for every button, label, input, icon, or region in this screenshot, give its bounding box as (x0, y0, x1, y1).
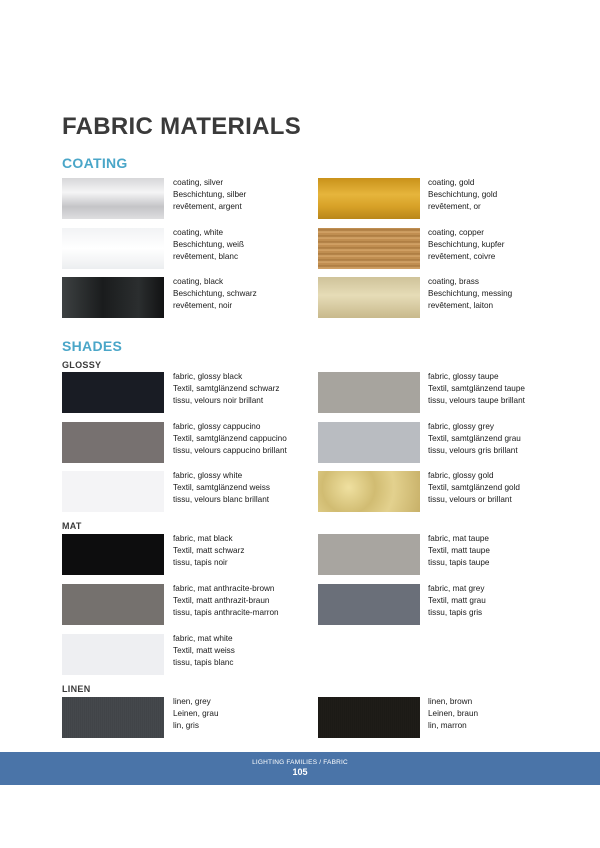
swatch-mat-taupe (318, 534, 420, 575)
label-line: fabric, mat white (173, 634, 233, 643)
swatch-coating-black (62, 277, 164, 318)
label-line: Textil, matt grau (428, 596, 486, 606)
label-line: Textil, matt weiss (173, 646, 235, 656)
subsection-glossy-heading: GLOSSY (62, 360, 102, 370)
label-line: lin, gris (173, 721, 199, 731)
label-line: fabric, glossy grey (428, 422, 494, 431)
label-line: fabric, mat taupe (428, 534, 489, 543)
swatch-glossy-grey (318, 422, 420, 463)
swatch-mat-black (62, 534, 164, 575)
label-line: Beschichtung, weiß (173, 240, 244, 250)
label-line: tissu, velours noir brillant (173, 396, 264, 406)
label-line: Textil, samtglänzend taupe (428, 384, 525, 394)
swatch-coating-white (62, 228, 164, 269)
label-line: Leinen, grau (173, 709, 219, 719)
label-line: revêtement, laiton (428, 301, 494, 311)
label-line: tissu, velours gris brillant (428, 446, 518, 456)
label-coating-brass (428, 276, 512, 313)
label-line: tissu, velours or brillant (428, 495, 512, 505)
label-line: Leinen, braun (428, 709, 479, 719)
label-line: Beschichtung, gold (428, 190, 498, 200)
label-line: fabric, mat black (173, 534, 233, 543)
label-coating-copper (428, 227, 504, 264)
label-line: tissu, tapis blanc (173, 658, 234, 668)
swatch-linen-brown (318, 697, 420, 738)
section-coating-heading: COATING (62, 155, 128, 171)
label-line: Textil, samtglänzend weiss (173, 483, 270, 493)
label-mat-white (173, 633, 235, 670)
label-line: revêtement, coivre (428, 252, 496, 262)
label-line: Textil, samtglänzend schwarz (173, 384, 280, 394)
label-line: Textil, matt schwarz (173, 546, 245, 556)
swatch-glossy-cappucino (62, 422, 164, 463)
swatch-mat-anthracite-brown (62, 584, 164, 625)
label-line: coating, black (173, 277, 224, 286)
label-line: Beschichtung, silber (173, 190, 247, 200)
label-line: fabric, glossy taupe (428, 372, 499, 381)
label-line: fabric, glossy gold (428, 471, 494, 480)
label-mat-grey (428, 583, 486, 620)
label-linen-grey (173, 696, 219, 733)
label-line: fabric, mat anthracite-brown (173, 584, 275, 593)
label-glossy-gold (428, 470, 520, 507)
label-linen-brown (428, 696, 478, 733)
subsection-mat-heading: MAT (62, 521, 82, 531)
label-line: fabric, glossy cappucino (173, 422, 261, 431)
label-line: linen, brown (428, 697, 473, 706)
swatch-mat-white (62, 634, 164, 675)
label-line: revêtement, blanc (173, 252, 239, 262)
label-line: coating, brass (428, 277, 479, 286)
label-line: tissu, tapis anthracite-marron (173, 608, 279, 618)
label-glossy-black (173, 371, 279, 408)
label-line: Textil, matt anthrazit-braun (173, 596, 270, 606)
page-footer (0, 752, 600, 785)
label-coating-silver (173, 177, 246, 214)
label-glossy-cappucino (173, 421, 287, 458)
label-mat-taupe (428, 533, 490, 570)
swatch-coating-silver (62, 178, 164, 219)
swatch-glossy-black (62, 372, 164, 413)
section-shades-heading: SHADES (62, 338, 123, 354)
swatch-coating-brass (318, 277, 420, 318)
label-line: tissu, tapis gris (428, 608, 483, 618)
swatch-linen-grey (62, 697, 164, 738)
subsection-linen-heading: LINEN (62, 684, 91, 694)
label-coating-black (173, 276, 257, 313)
swatch-glossy-gold (318, 471, 420, 512)
swatch-glossy-white (62, 471, 164, 512)
label-coating-gold (428, 177, 497, 214)
swatch-coating-copper (318, 228, 420, 269)
label-line: tissu, velours taupe brillant (428, 396, 525, 406)
label-line: Textil, samtglänzend grau (428, 434, 521, 444)
label-line: coating, white (173, 228, 224, 237)
label-line: revêtement, noir (173, 301, 233, 311)
label-line: tissu, tapis taupe (428, 558, 490, 568)
label-glossy-white (173, 470, 270, 507)
label-line: tissu, velours cappucino brillant (173, 446, 287, 456)
label-line: fabric, mat grey (428, 584, 485, 593)
label-line: linen, grey (173, 697, 211, 706)
label-line: coating, copper (428, 228, 484, 237)
label-glossy-grey (428, 421, 521, 458)
footer-section-text: LIGHTING FAMILIES / FABRIC (252, 759, 348, 766)
label-line: Beschichtung, schwarz (173, 289, 257, 299)
label-coating-white (173, 227, 244, 264)
swatch-coating-gold (318, 178, 420, 219)
page-title: FABRIC MATERIALS (62, 113, 302, 140)
label-line: Beschichtung, messing (428, 289, 513, 299)
label-line: revêtement, or (428, 202, 481, 212)
label-line: coating, gold (428, 178, 475, 187)
label-line: Textil, matt taupe (428, 546, 490, 556)
label-line: coating, silver (173, 178, 224, 187)
page-number: 105 (292, 767, 308, 777)
label-line: Beschichtung, kupfer (428, 240, 505, 250)
label-mat-black (173, 533, 244, 570)
label-line: revêtement, argent (173, 202, 242, 212)
label-line: tissu, tapis noir (173, 558, 228, 568)
label-line: Textil, samtglänzend gold (428, 483, 520, 493)
label-line: fabric, glossy white (173, 471, 243, 480)
label-line: fabric, glossy black (173, 372, 243, 381)
swatch-mat-grey (318, 584, 420, 625)
label-line: lin, marron (428, 721, 467, 731)
label-mat-anthracite-brown (173, 583, 279, 620)
swatch-glossy-taupe (318, 372, 420, 413)
label-line: tissu, velours blanc brillant (173, 495, 270, 505)
label-glossy-taupe (428, 371, 525, 408)
label-line: Textil, samtglänzend cappucino (173, 434, 287, 444)
